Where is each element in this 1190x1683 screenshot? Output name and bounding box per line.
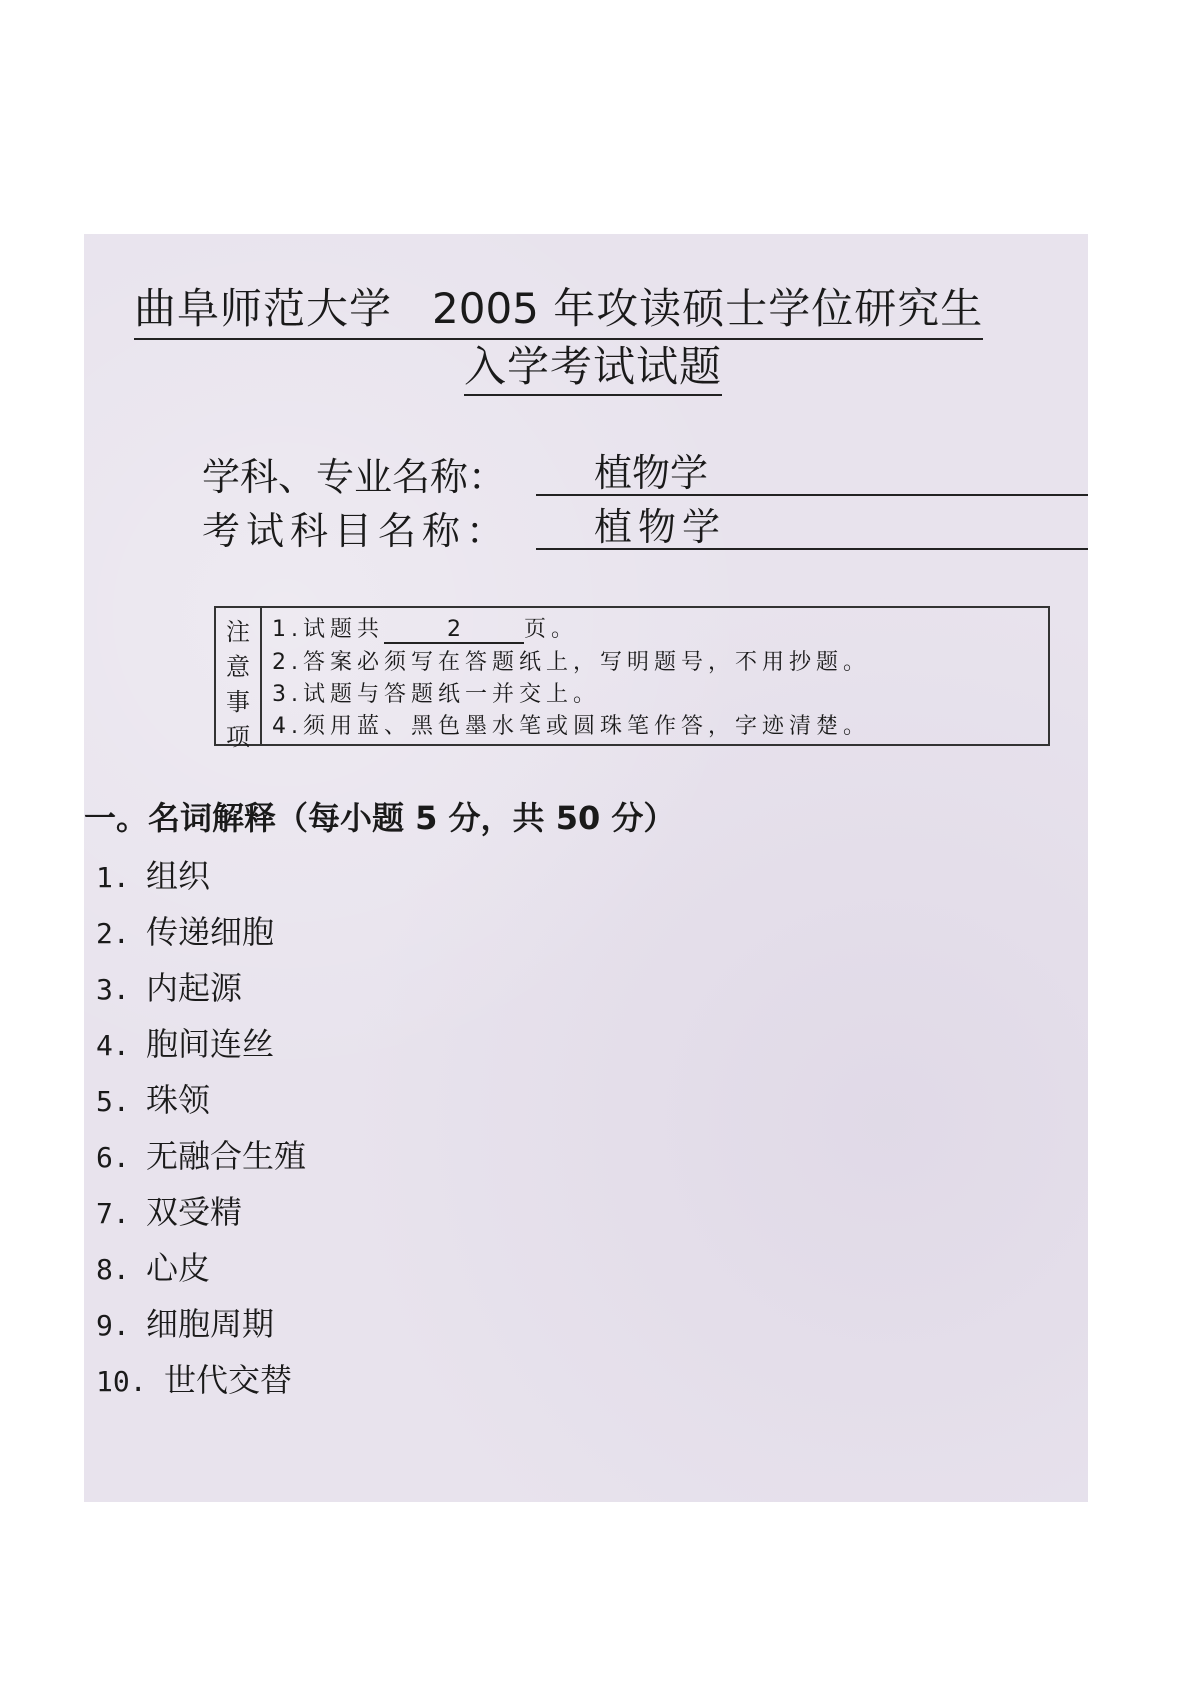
question-item: [96, 910, 306, 966]
notice-item-1: [272, 612, 1038, 644]
notice-heading: [216, 608, 262, 751]
question-number: 8.: [96, 1253, 130, 1286]
notice-head-char: 注: [226, 618, 250, 646]
question-text: 双受精: [146, 1193, 243, 1231]
section-heading: 一。名词解释（每小题 5 分，共 50 分）: [84, 799, 676, 837]
question-number: 6.: [96, 1141, 130, 1174]
notice-item-3: 3.试题与答题纸一并交上。: [272, 681, 600, 707]
question-number: 7.: [96, 1197, 130, 1230]
discipline-label: 学科、专业名称：: [202, 455, 507, 499]
question-number: 4.: [96, 1029, 130, 1062]
question-text: 世代交替: [164, 1361, 293, 1399]
question-list: [96, 854, 306, 1414]
exam-title-line-1: [134, 282, 983, 340]
question-number: 3.: [96, 973, 130, 1006]
question-number: 2.: [96, 917, 130, 950]
question-text: 内起源: [146, 969, 243, 1007]
question-item: [96, 1302, 306, 1358]
question-text: 传递细胞: [146, 913, 275, 951]
university-name: 曲阜师范大学: [134, 284, 393, 333]
notice-list: [262, 608, 1048, 744]
question-number: 10.: [96, 1365, 147, 1398]
notice-box: [214, 606, 1050, 751]
question-number: 5.: [96, 1085, 130, 1118]
question-item: [96, 1190, 306, 1246]
question-item: [96, 854, 306, 910]
question-item: [96, 1022, 306, 1078]
notice-item-1-prefix: 1.试题共: [272, 617, 384, 643]
question-text: 心皮: [146, 1249, 211, 1287]
question-text: 胞间连丝: [146, 1025, 275, 1063]
question-item: [96, 966, 306, 1022]
subject-label: 考试科目名称：: [202, 509, 511, 553]
question-item: [96, 1246, 306, 1302]
exam-title-line-2: 入学考试试题: [464, 340, 722, 396]
question-item: [96, 1358, 306, 1414]
notice-item-2: 2.答案必须写在答题纸上，写明题号，不用抄题。: [272, 650, 870, 676]
question-item: [96, 1078, 306, 1134]
question-number: 9.: [96, 1309, 130, 1342]
notice-head-char: 意: [226, 653, 250, 681]
subject-value: 植物学: [594, 505, 727, 549]
scanned-exam-page: [84, 234, 1088, 1502]
notice-head-char: 项: [226, 723, 250, 751]
page-count: 2: [384, 617, 524, 644]
notice-item-1-suffix: 页。: [524, 617, 579, 643]
title-rest: 年攻读硕士学位研究生: [553, 284, 984, 333]
question-text: 珠领: [146, 1081, 211, 1119]
question-text: 组织: [146, 857, 211, 895]
exam-year: 2005: [432, 284, 539, 333]
notice-item-4: 4.须用蓝、黑色墨水笔或圆珠笔作答，字迹清楚。: [272, 713, 870, 739]
notice-head-char: 事: [226, 688, 250, 716]
question-text: 细胞周期: [146, 1305, 275, 1343]
question-number: 1.: [96, 861, 130, 894]
discipline-value: 植物学: [594, 451, 709, 495]
question-item: [96, 1134, 306, 1190]
question-text: 无融合生殖: [146, 1137, 307, 1175]
